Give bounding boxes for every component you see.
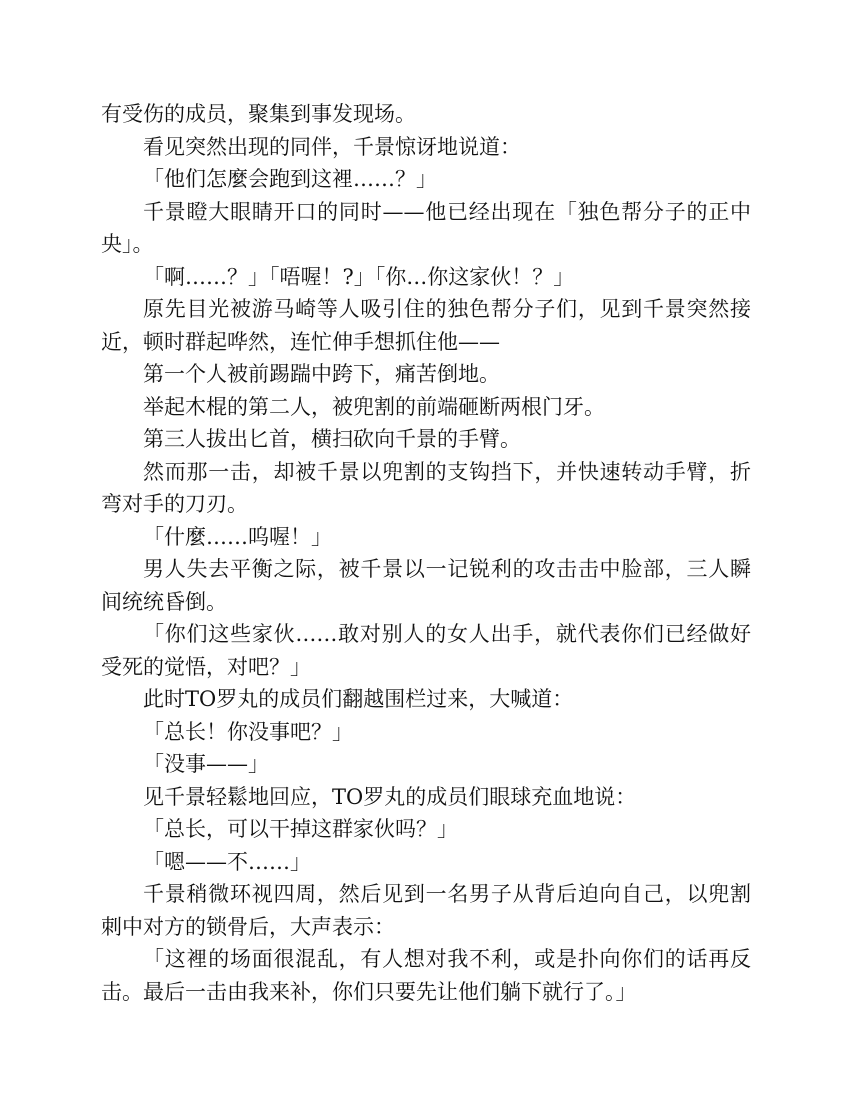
paragraph: 然而那一击，却被千景以兜割的支钩挡下，并快速转动手臂，折弯对手的刀刃。 <box>101 459 751 516</box>
paragraph: 「这裡的场面很混乱，有人想对我不利，或是扑向你们的话再反击。最后一击由我来补，你们只要先让他们躺下就行了。」 <box>101 947 751 1004</box>
paragraph: 「你们这些家伙……敢对别人的女人出手，就代表你们已经做好受死的觉悟，对吧？」 <box>101 622 751 679</box>
paragraph: 有受伤的成员，聚集到事发现场。 <box>101 102 416 126</box>
document-page <box>101 98 751 1008</box>
paragraph: 原先目光被游马崎等人吸引住的独色帮分子们，见到千景突然接近，顿时群起哗然，连忙伸手想抓住他—— <box>101 297 751 354</box>
paragraph: 举起木棍的第二人，被兜割的前端砸断两根门牙。 <box>143 394 605 419</box>
paragraph: 「他们怎麼会跑到这裡……？」 <box>143 167 437 191</box>
paragraph: 「总长！你没事吧？」 <box>143 719 353 744</box>
paragraph: 「嗯——不……」 <box>143 849 311 874</box>
paragraph: 此时TO罗丸的成员们翻越围栏过来，大喊道： <box>143 687 574 711</box>
paragraph: 千景稍微环视四周，然后见到一名男子从背后迫向自己，以兜割刺中对方的锁骨后，大声表示： <box>101 882 751 939</box>
paragraph: 千景瞪大眼睛开口的同时——他已经出现在「独色帮分子的正中央」。 <box>101 199 751 256</box>
paragraph: 「没事——」 <box>143 752 269 776</box>
paragraph: 「什麼……呜喔！」 <box>143 524 332 549</box>
paragraph: 见千景轻鬆地回应，TO罗丸的成员们眼球充血地说： <box>143 784 637 809</box>
paragraph: 看见突然出现的同伴，千景惊讶地说道： <box>143 134 521 159</box>
paragraph: 「总长，可以干掉这群家伙吗？」 <box>143 817 458 841</box>
paragraph: 男人失去平衡之际，被千景以一记锐利的攻击击中脸部，三人瞬间统统昏倒。 <box>101 557 751 614</box>
paragraph: 「啊……？」「唔喔！?」「你…你这家伙！？」 <box>143 264 575 289</box>
paragraph: 第三人拔出匕首，横扫砍向千景的手臂。 <box>143 427 521 451</box>
paragraph: 第一个人被前踢踹中跨下，痛苦倒地。 <box>143 362 500 386</box>
